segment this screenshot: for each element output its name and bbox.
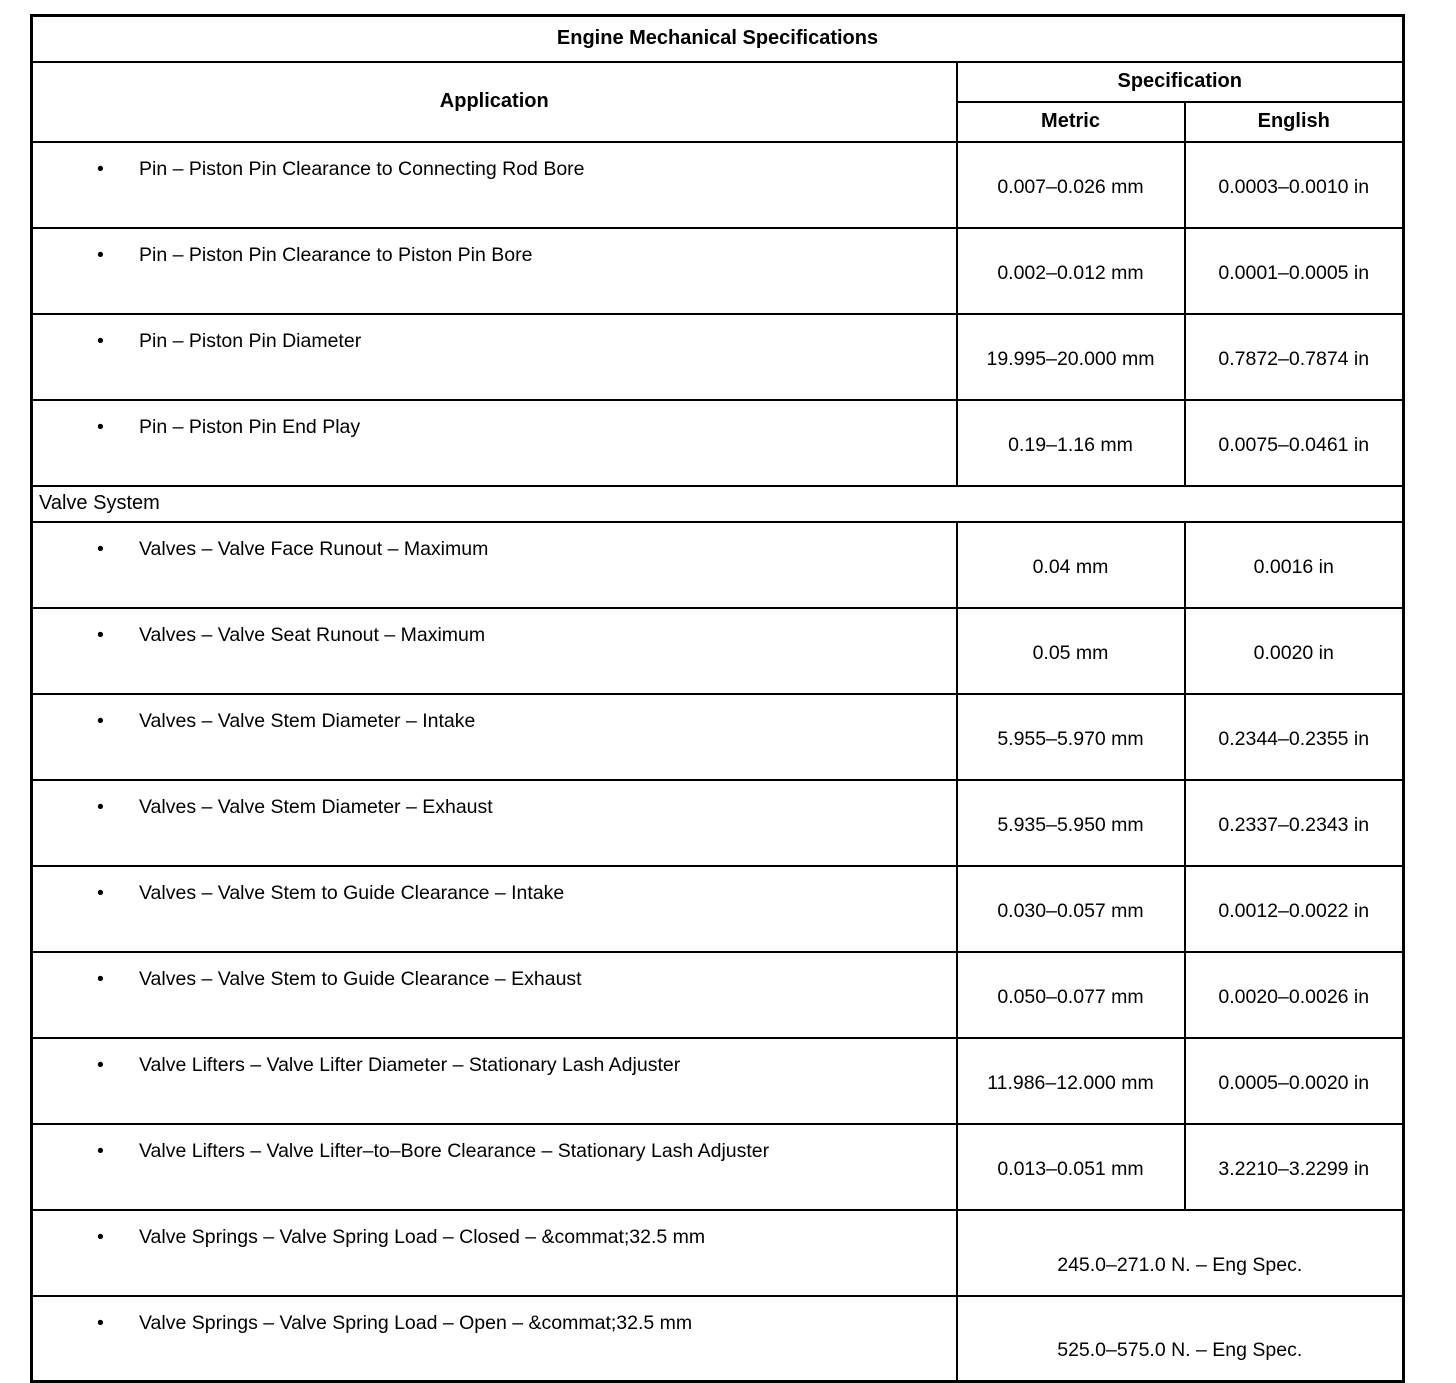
english-value-cell: 0.0016 in <box>1185 522 1404 608</box>
english-value-cell: 0.0003–0.0010 in <box>1185 142 1404 228</box>
application-cell <box>32 400 957 486</box>
table-row <box>32 1296 1404 1382</box>
bullet-icon: • <box>97 967 104 990</box>
english-value-cell: 0.0020 in <box>1185 608 1404 694</box>
application-label: Valve Springs – Valve Spring Load – Open – &commat;32.5 mm <box>139 1311 693 1334</box>
metric-value-cell: 5.935–5.950 mm <box>957 780 1185 866</box>
english-value-cell: 0.0012–0.0022 in <box>1185 866 1404 952</box>
table-row <box>32 952 1404 1038</box>
table-row <box>32 522 1404 608</box>
table-row <box>32 314 1404 400</box>
application-cell <box>32 1210 957 1296</box>
application-cell <box>32 1296 957 1382</box>
metric-value-cell: 0.04 mm <box>957 522 1185 608</box>
application-cell <box>32 780 957 866</box>
table-row <box>32 142 1404 228</box>
bullet-icon: • <box>97 415 104 438</box>
application-label: Valves – Valve Stem to Guide Clearance – Exhaust <box>139 967 582 990</box>
section-row <box>32 486 1404 522</box>
table-header <box>32 16 1404 142</box>
english-value-cell: 0.2337–0.2343 in <box>1185 780 1404 866</box>
bullet-icon: • <box>97 1225 104 1248</box>
metric-value-cell: 19.995–20.000 mm <box>957 314 1185 400</box>
application-label: Valves – Valve Face Runout – Maximum <box>139 537 489 560</box>
metric-value-cell: 0.050–0.077 mm <box>957 952 1185 1038</box>
application-cell <box>32 142 957 228</box>
bullet-icon: • <box>97 243 104 266</box>
application-cell <box>32 1038 957 1124</box>
application-cell <box>32 866 957 952</box>
application-cell <box>32 694 957 780</box>
bullet-icon: • <box>97 795 104 818</box>
metric-value-cell: 0.002–0.012 mm <box>957 228 1185 314</box>
table-row <box>32 228 1404 314</box>
metric-column-header: Metric <box>957 102 1185 142</box>
specification-column-header: Specification <box>957 62 1404 102</box>
table-row <box>32 866 1404 952</box>
application-label: Valve Lifters – Valve Lifter Diameter – Stationary Lash Adjuster <box>139 1053 681 1076</box>
application-label: Valve Springs – Valve Spring Load – Closed – &commat;32.5 mm <box>139 1225 706 1248</box>
section-header: Valve System <box>32 486 1404 522</box>
table-row <box>32 694 1404 780</box>
application-cell <box>32 1124 957 1210</box>
application-label: Pin – Piston Pin End Play <box>139 415 361 438</box>
table-row <box>32 1210 1404 1296</box>
table-title: Engine Mechanical Specifications <box>32 16 1404 62</box>
english-value-cell: 3.2210–3.2299 in <box>1185 1124 1404 1210</box>
bullet-icon: • <box>97 1311 104 1334</box>
metric-value-cell: 0.007–0.026 mm <box>957 142 1185 228</box>
application-label: Pin – Piston Pin Diameter <box>139 329 362 352</box>
english-value-cell: 0.0075–0.0461 in <box>1185 400 1404 486</box>
application-cell <box>32 314 957 400</box>
english-value-cell: 0.2344–0.2355 in <box>1185 694 1404 780</box>
engine-specs-table <box>30 14 1405 1383</box>
application-label: Pin – Piston Pin Clearance to Piston Pin Bore <box>139 243 533 266</box>
application-label: Valves – Valve Stem to Guide Clearance – Intake <box>139 881 565 904</box>
bullet-icon: • <box>97 623 104 646</box>
application-label: Valves – Valve Stem Diameter – Exhaust <box>139 795 493 818</box>
english-value-cell: 0.0001–0.0005 in <box>1185 228 1404 314</box>
table-row <box>32 1038 1404 1124</box>
specification-value-cell: 245.0–271.0 N. – Eng Spec. <box>957 1210 1404 1296</box>
application-label: Valves – Valve Stem Diameter – Intake <box>139 709 476 732</box>
bullet-icon: • <box>97 709 104 732</box>
bullet-icon: • <box>97 157 104 180</box>
header-row-specification <box>32 62 1404 102</box>
english-value-cell: 0.0005–0.0020 in <box>1185 1038 1404 1124</box>
application-cell <box>32 608 957 694</box>
application-label: Pin – Piston Pin Clearance to Connecting Rod Bore <box>139 157 585 180</box>
application-cell <box>32 952 957 1038</box>
metric-value-cell: 5.955–5.970 mm <box>957 694 1185 780</box>
specification-value-cell: 525.0–575.0 N. – Eng Spec. <box>957 1296 1404 1382</box>
bullet-icon: • <box>97 1139 104 1162</box>
english-value-cell: 0.7872–0.7874 in <box>1185 314 1404 400</box>
spec-table-body <box>32 142 1404 1382</box>
table-row <box>32 1124 1404 1210</box>
metric-value-cell: 0.05 mm <box>957 608 1185 694</box>
application-column-header: Application <box>32 62 957 142</box>
metric-value-cell: 0.013–0.051 mm <box>957 1124 1185 1210</box>
application-label: Valves – Valve Seat Runout – Maximum <box>139 623 486 646</box>
metric-value-cell: 0.030–0.057 mm <box>957 866 1185 952</box>
application-cell <box>32 522 957 608</box>
table-row <box>32 780 1404 866</box>
application-label: Valve Lifters – Valve Lifter–to–Bore Clearance – Stationary Lash Adjuster <box>139 1139 770 1162</box>
application-cell <box>32 228 957 314</box>
bullet-icon: • <box>97 1053 104 1076</box>
metric-value-cell: 11.986–12.000 mm <box>957 1038 1185 1124</box>
table-row <box>32 608 1404 694</box>
english-value-cell: 0.0020–0.0026 in <box>1185 952 1404 1038</box>
bullet-icon: • <box>97 537 104 560</box>
metric-value-cell: 0.19–1.16 mm <box>957 400 1185 486</box>
english-column-header: English <box>1185 102 1404 142</box>
bullet-icon: • <box>97 881 104 904</box>
title-row <box>32 16 1404 62</box>
bullet-icon: • <box>97 329 104 352</box>
table-row <box>32 400 1404 486</box>
